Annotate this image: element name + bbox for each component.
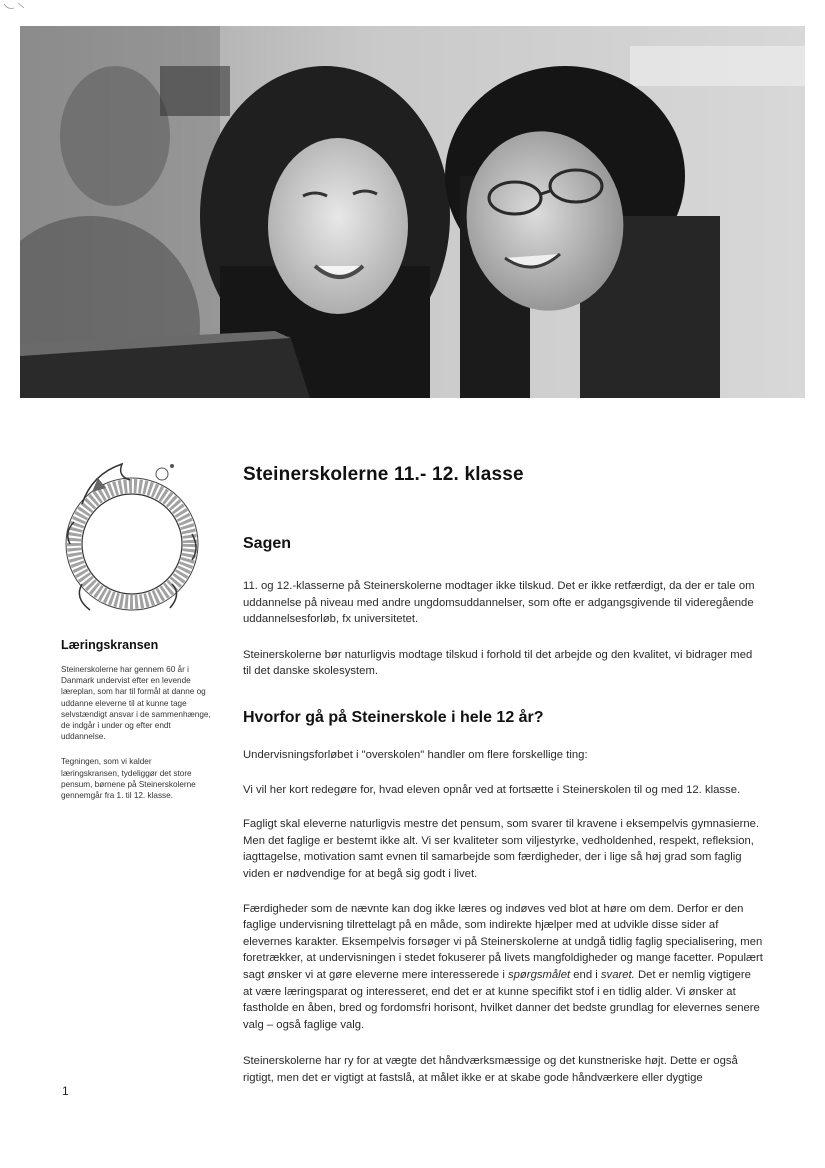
sidebar-heading: Læringskransen bbox=[61, 638, 159, 652]
body-paragraph: 11. og 12.-klasserne på Steinerskolerne modtager ikke tilskud. Det er ikke retfærdigt, da der er tale om uddannelse på niveau med andre ungdomsuddannelser, som ofte er adgangsgivende til videregående uddannelsesforløb, fx universitetet. bbox=[243, 580, 755, 626]
text-run: Færdigheder som de nævnte kan dog ikke læres og indøves ved blot at høre om dem. Derfor er den faglige undervisning tilrettelagt på en måde, som indirekte hjælper med at udvikle disse sider af elevernes karakter. Eksempelvis forsøger vi på Steinerskolerne at undgå tidlig faglig specialisering, men foretrækker, at undervisningen i stedet fokuserer på livets mangfoldigheder og mange facetter. Populært sagt ønsker vi at gøre eleverne mere interesserede i bbox=[243, 902, 763, 981]
page-title: Steinerskolerne 11.- 12. klasse bbox=[243, 464, 524, 485]
emphasis-text: svaret. bbox=[600, 968, 635, 981]
learning-wreath-illustration bbox=[52, 444, 212, 622]
body-paragraph: Undervisningsforløbet i "overskolen" handler om flere forskellige ting: bbox=[243, 748, 588, 761]
sidebar-paragraph: Tegningen, som vi kalder læringskransen, tydeliggør det store pensum, børnene på Steinerskolerne gennemgår fra 1. til 12. klasse. bbox=[61, 757, 196, 801]
sidebar-paragraph: Steinerskolerne har gennem 60 år i Danmark undervist efter en levende læreplan, som har til formål at danne og uddanne eleverne til at kunne tage selvstændigt ansvar i de sammenhænge, de indgår i under og efter endt uddannelse. bbox=[61, 665, 211, 742]
body-paragraph: Steinerskolerne bør naturligvis modtage tilskud i forhold til det arbejde og den kvalitet, vi bidrager med til det danske skolesystem. bbox=[243, 648, 753, 678]
page-number: 1 bbox=[62, 1084, 69, 1098]
text-run: end i bbox=[570, 968, 601, 981]
body-paragraph bbox=[243, 901, 763, 1034]
body-paragraph: Fagligt skal eleverne naturligvis mestre det pensum, som svarer til kravene i eksempelvis gymnasierne. Men det faglige er bestemt ikke alt. Vi ser kvaliteter som viljestyrke, vedholdenhed, respekt, refleksion, iagttagelse, motivation samt evnen til samarbejde som færdigheder, der i lige så høj grad som faglig viden er nødvendige for at begå sig godt i livet. bbox=[243, 818, 760, 880]
section-heading-sagen: Sagen bbox=[243, 535, 292, 552]
header-photo bbox=[20, 26, 805, 398]
section-heading-hvorfor: Hvorfor gå på Steinerskole i hele 12 år? bbox=[243, 708, 544, 726]
body-paragraph: Vi vil her kort redegøre for, hvad eleven opnår ved at fortsætte i Steinerskolen til og med 12. klasse. bbox=[243, 783, 741, 796]
text-run: Det er nemlig vigtigere at være læringsparat og interesseret, end det er at kunne specifikt stof i en tidlig alder. Vi ønsker at fastholde en åben, bred og fordomsfri horisont, hvilket danner det bedste grundlag for elevernes senere valg – også faglige valg. bbox=[243, 968, 760, 1031]
body-paragraph: Steinerskolerne har ry for at vægte det håndværksmæssige og det kunstneriske højt. Dette er også rigtigt, men det er vigtigt at fastslå, at målet ikke er at skabe gode håndværkere eller dygtige bbox=[243, 1055, 738, 1084]
sidebar bbox=[61, 638, 211, 815]
emphasis-text: spørgsmålet bbox=[507, 968, 571, 981]
main-content bbox=[243, 464, 763, 1086]
